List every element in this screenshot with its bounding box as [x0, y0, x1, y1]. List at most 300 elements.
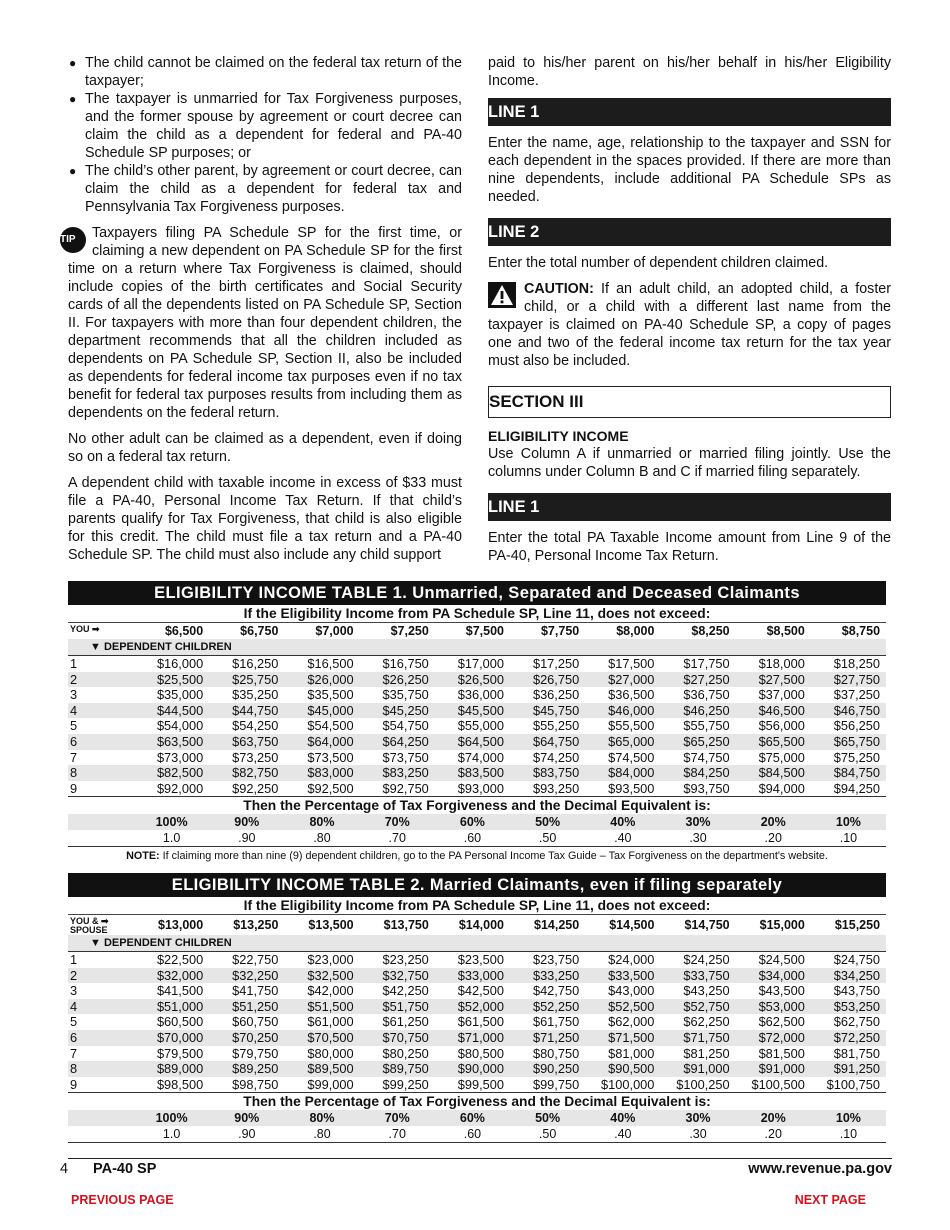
percent-cell: 30% — [685, 815, 711, 830]
decimal-cell: .30 — [689, 1127, 707, 1142]
dependent-count: 9 — [70, 780, 78, 796]
income-header-cell: $8,000 — [616, 624, 655, 638]
table-cell: $23,000 — [307, 952, 354, 967]
note-label: NOTE: — [126, 850, 160, 863]
list-item-text: The child cannot be claimed on the federal tax return of the taxpayer; — [85, 55, 462, 89]
dependent-count: 6 — [70, 733, 78, 749]
table-cell: $53,000 — [758, 998, 805, 1014]
you-spouse-label: YOU & ➡ SPOUSE — [70, 916, 109, 935]
row-cells — [134, 656, 886, 672]
decimal-cell: .40 — [614, 1127, 632, 1142]
table-cell: $24,500 — [758, 952, 805, 967]
table-cell: $36,250 — [532, 687, 580, 703]
table-cell: $25,750 — [232, 671, 279, 687]
paragraph: paid to his/her parent on his/her behalf in his/her Eligibility Income. — [488, 55, 891, 89]
table-cell: $33,750 — [683, 967, 730, 983]
table-cell: $79,500 — [156, 1045, 204, 1061]
table-cell: $34,000 — [758, 967, 805, 983]
table-cell: $45,000 — [307, 702, 354, 718]
table-cell: $83,250 — [382, 765, 429, 781]
dependent-count: 3 — [70, 983, 78, 999]
table-cell: $62,750 — [833, 1014, 881, 1030]
dependent-count: 5 — [70, 718, 78, 734]
table-cell: $37,250 — [833, 687, 881, 703]
table-cell: $91,000 — [683, 1061, 730, 1077]
table-cell: $22,500 — [156, 952, 204, 967]
table-cell: $32,500 — [307, 967, 354, 983]
dependent-children-label: ▼ DEPENDENT CHILDREN — [68, 935, 886, 951]
table-cell: $83,000 — [307, 765, 354, 781]
table-cell: $64,000 — [307, 733, 354, 749]
income-header-cell: $7,500 — [465, 624, 505, 638]
decimal-cell: .10 — [839, 831, 858, 846]
list-item — [68, 162, 462, 216]
table-cell: $84,500 — [758, 765, 805, 781]
decimal-cell: .50 — [538, 831, 557, 846]
table-cell: $99,250 — [382, 1076, 429, 1092]
table-cell: $81,500 — [758, 1045, 805, 1061]
table-cell: $92,750 — [382, 780, 429, 796]
income-header-cell: $7,000 — [315, 624, 354, 638]
you-label: YOU ➡ — [70, 624, 100, 634]
row-cells — [134, 687, 886, 703]
header-cells — [134, 915, 886, 935]
decimal-cell: .70 — [388, 1127, 406, 1142]
decimal-cell: .10 — [839, 1127, 858, 1142]
row-cells — [134, 983, 886, 999]
dependent-count: 4 — [70, 998, 78, 1014]
table-cell: $16,000 — [156, 656, 204, 671]
table-cell: $62,500 — [758, 1014, 805, 1030]
table-cell: $80,250 — [382, 1045, 429, 1061]
table-cell: $70,750 — [382, 1029, 429, 1045]
table-cell: $81,250 — [683, 1045, 730, 1061]
decimal-cell: .50 — [538, 1127, 557, 1142]
percent-cell: 10% — [835, 1111, 861, 1126]
caution-label: CAUTION: — [524, 281, 594, 297]
table-cell: $24,250 — [683, 952, 730, 967]
paragraph: A dependent child with taxable income in excess of $33 must file a PA-40, Personal Income Tax Return. If that child’s parents qualify for Tax Forgiveness, that child is also eligible for this credit. The child must file a tax return and a PA-40 Schedule SP. The child must also include any child support — [68, 475, 462, 563]
income-header-cell: $13,500 — [308, 918, 354, 932]
decimal-cell: .90 — [238, 831, 256, 846]
row-cells — [134, 718, 886, 734]
bullet-icon: ● — [69, 164, 77, 178]
table-cell: $43,250 — [683, 983, 730, 999]
table-cell: $75,000 — [758, 749, 805, 765]
table-cell: $18,250 — [833, 656, 881, 671]
table-cell: $100,250 — [676, 1076, 730, 1092]
line-1-heading: LINE 1 — [488, 98, 891, 126]
dependent-count: 8 — [70, 1061, 78, 1077]
table-cell: $23,250 — [382, 952, 429, 967]
list-item-text: The child’s other parent, by agreement or court decree, can claim the child as a dependent for federal tax and Pennsylvania Tax Forgiveness purposes. — [85, 163, 462, 215]
table-cell: $33,250 — [532, 967, 580, 983]
table-row — [68, 952, 886, 968]
table-cell: $37,000 — [758, 687, 805, 703]
row-cells — [134, 703, 886, 719]
percent-cell: 20% — [760, 815, 786, 830]
table-cell: $35,750 — [382, 687, 429, 703]
left-column — [60, 54, 462, 564]
percentage-subtitle: Then the Percentage of Tax Forgiveness and the Decimal Equivalent is: — [68, 796, 886, 814]
paragraph: Enter the total PA Taxable Income amount from Line 9 of the PA-40, Personal Income Tax Return. — [488, 530, 891, 564]
eligibility-table-1 — [68, 581, 886, 865]
row-cells — [134, 1077, 886, 1093]
table-row — [68, 687, 886, 703]
income-header-row — [68, 914, 886, 935]
dependent-count: 2 — [70, 671, 78, 687]
table-subtitle: If the Eligibility Income from PA Schedule SP, Line 11, does not exceed: — [243, 898, 711, 913]
table-cell: $89,750 — [382, 1061, 429, 1077]
row-cells — [134, 750, 886, 766]
decimal-cell: .20 — [764, 1127, 782, 1142]
list-item — [68, 54, 462, 90]
table-cell: $92,250 — [232, 780, 279, 796]
percent-cell: 60% — [459, 1111, 485, 1126]
table-cell: $65,750 — [833, 733, 881, 749]
table-cell: $42,250 — [382, 983, 429, 999]
website-link[interactable]: www.revenue.pa.gov — [748, 1161, 892, 1177]
table-row — [68, 968, 886, 984]
table-body — [68, 951, 886, 1092]
dependent-count: 6 — [70, 1029, 78, 1045]
row-spacer — [68, 1110, 134, 1126]
income-header-cell: $13,000 — [158, 918, 204, 932]
row-cells — [134, 1061, 886, 1077]
table-cell: $16,500 — [307, 656, 354, 671]
table-cell: $61,250 — [382, 1014, 429, 1030]
table-cell: $90,250 — [532, 1061, 580, 1077]
table-cell: $45,500 — [457, 702, 505, 718]
table-row — [68, 1061, 886, 1077]
table-cell: $74,000 — [457, 749, 505, 765]
table-cell: $92,000 — [156, 780, 204, 796]
table-cell: $17,750 — [683, 656, 730, 671]
right-column — [488, 54, 891, 565]
caution-icon — [488, 282, 516, 308]
decimal-cell: 1.0 — [162, 1127, 181, 1142]
bullet-icon: ● — [69, 56, 77, 70]
table-row — [68, 672, 886, 688]
eligibility-table-2 — [68, 873, 886, 1143]
percent-cell: 80% — [309, 815, 335, 830]
table-cell: $27,000 — [608, 671, 655, 687]
row-spacer — [68, 1126, 134, 1142]
table-cell: $42,500 — [457, 983, 505, 999]
percentage-row — [68, 1110, 886, 1126]
dependent-count: 7 — [70, 749, 78, 765]
table-cell: $89,500 — [307, 1061, 354, 1077]
income-header-cell: $15,250 — [834, 918, 881, 932]
table-cell: $73,250 — [232, 749, 279, 765]
table-cell: $22,750 — [232, 952, 279, 967]
table-cell: $41,750 — [232, 983, 279, 999]
list-item-text: The taxpayer is unmarried for Tax Forgiveness purposes, and the former spouse by agreement or court decree can claim the child as a dependent for federal and PA-40 Schedule SP purposes; or — [85, 91, 462, 161]
table-cell: $73,500 — [307, 749, 354, 765]
table-cell: $93,500 — [608, 780, 655, 796]
decimal-cell: .60 — [463, 831, 482, 846]
table-cell: $43,500 — [758, 983, 805, 999]
percent-cell: 100% — [155, 1111, 188, 1126]
percent-cell: 70% — [384, 815, 410, 830]
table-cell: $56,000 — [758, 718, 805, 734]
table-cell: $55,000 — [457, 718, 505, 734]
table-cell: $53,250 — [833, 998, 881, 1014]
table-cell: $46,500 — [758, 702, 805, 718]
table-cell: $54,500 — [307, 718, 354, 734]
table-cell: $63,750 — [232, 733, 279, 749]
dependent-count: 1 — [70, 952, 78, 967]
footer-rule — [68, 1158, 892, 1159]
table-cell: $99,750 — [532, 1076, 580, 1092]
caution-text: If an adult child, an adopted child, a foster child, or a child with a different last name from the taxpayer is claimed on PA-40 Schedule SP, a copy of pages one and two of the federal income tax return for the tax year must also be included. — [488, 281, 891, 369]
decimal-cell: .80 — [313, 831, 331, 846]
percent-cell: 60% — [459, 815, 485, 830]
table-cell: $70,000 — [156, 1029, 204, 1045]
table-cell: $90,500 — [608, 1061, 655, 1077]
row-cells — [134, 968, 886, 984]
income-header-cell: $8,500 — [766, 624, 805, 638]
income-header-cell: $14,750 — [684, 918, 730, 932]
note-text: If claiming more than nine (9) dependent children, go to the PA Personal Income Tax Guide – Tax Forgiveness on the department's website. — [159, 850, 828, 863]
dependent-children-label: ▼ DEPENDENT CHILDREN — [68, 639, 886, 655]
table-cell: $34,250 — [833, 967, 881, 983]
table-cell: $54,750 — [382, 718, 429, 734]
row-cells — [134, 952, 886, 968]
table-cell: $74,750 — [683, 749, 730, 765]
decimal-cell: .40 — [614, 831, 632, 846]
table-row — [68, 999, 886, 1015]
eligibility-income-heading: ELIGIBILITY INCOME — [488, 428, 629, 444]
table-cell: $36,500 — [608, 687, 655, 703]
dependent-count: 2 — [70, 967, 78, 983]
dependent-count: 4 — [70, 702, 78, 718]
bullet-icon: ● — [69, 92, 77, 106]
decimal-cell: .70 — [388, 831, 406, 846]
table-cell: $52,750 — [683, 998, 730, 1014]
table-cell: $64,250 — [382, 733, 429, 749]
decimal-row — [68, 830, 886, 847]
table-cell: $71,250 — [532, 1029, 580, 1045]
row-spacer — [68, 814, 134, 830]
table-cell: $23,500 — [457, 952, 505, 967]
table-cell: $45,750 — [532, 702, 580, 718]
table-cell: $84,750 — [833, 765, 881, 781]
table-cell: $46,250 — [683, 702, 730, 718]
dependent-count: 7 — [70, 1045, 78, 1061]
next-page-link[interactable]: NEXT PAGE — [794, 1193, 866, 1207]
line-2-heading: LINE 2 — [488, 218, 891, 246]
table-cell: $89,000 — [156, 1061, 204, 1077]
table-row — [68, 656, 886, 672]
paragraph: No other adult can be claimed as a dependent, even if doing so on a federal tax return. — [68, 431, 462, 465]
table-cell: $90,000 — [457, 1061, 505, 1077]
table-cell: $52,250 — [532, 998, 580, 1014]
table-cell: $54,000 — [156, 718, 204, 734]
table-cell: $17,000 — [457, 656, 505, 671]
table-cell: $72,250 — [833, 1029, 881, 1045]
income-header-cell: $6,500 — [164, 624, 204, 638]
percent-cell: 10% — [835, 815, 861, 830]
table-cell: $84,000 — [608, 765, 655, 781]
table-cell: $61,750 — [532, 1014, 580, 1030]
decimal-cell: 1.0 — [162, 831, 181, 846]
row-cells — [134, 734, 886, 750]
table-row — [68, 718, 886, 734]
table-cell: $71,000 — [457, 1029, 505, 1045]
table-cell: $32,250 — [232, 967, 279, 983]
row-cells — [134, 999, 886, 1015]
paragraph: Enter the total number of dependent children claimed. — [488, 255, 829, 271]
table-cell: $93,250 — [532, 780, 580, 796]
table-note — [68, 847, 886, 865]
percent-cell: 70% — [384, 1111, 410, 1126]
table-cell: $54,250 — [232, 718, 279, 734]
table-cell: $94,250 — [833, 780, 881, 796]
table-row — [68, 1046, 886, 1062]
percentage-subtitle: Then the Percentage of Tax Forgiveness and the Decimal Equivalent is: — [68, 1092, 886, 1110]
table-subtitle: If the Eligibility Income from PA Schedule SP, Line 11, does not exceed: — [243, 606, 711, 621]
table-cell: $84,250 — [683, 765, 730, 781]
table-cell: $89,250 — [232, 1061, 279, 1077]
percent-cell: 40% — [610, 815, 636, 830]
line-1b-heading: LINE 1 — [488, 493, 891, 521]
table-cell: $26,750 — [532, 671, 580, 687]
income-header-cell: $8,250 — [691, 624, 730, 638]
dependent-count: 9 — [70, 1076, 78, 1092]
table-cell: $99,500 — [457, 1076, 505, 1092]
table-title: ELIGIBILITY INCOME TABLE 1. Unmarried, Separated and Deceased Claimants — [68, 581, 886, 605]
table-cell: $80,500 — [457, 1045, 505, 1061]
table-cell: $46,000 — [608, 702, 655, 718]
tip-text: Taxpayers filing PA Schedule SP for the first time, or claiming a new dependent on PA Schedule SP for the first time on a return where Tax Forgiveness is claimed, should include copies of the birth certificates and Social Security cards of all the dependents listed on PA Schedule SP, Section II. For taxpayers with more than four dependent children, the department recommends that all the children included as dependents on PA Schedule SP, Section II, also be included as dependents for federal income tax purposes even if no tax benefit for federal tax purposes results from including them as dependents on the federal return. — [68, 225, 462, 421]
income-header-cell: $14,250 — [534, 918, 580, 932]
income-header-cell: $13,250 — [233, 918, 279, 932]
table-cell: $16,250 — [232, 656, 279, 671]
list-item — [68, 90, 462, 162]
income-header-cell: $6,750 — [240, 624, 279, 638]
row-cells — [134, 1046, 886, 1062]
table-cell: $64,500 — [457, 733, 505, 749]
row-cells — [134, 1030, 886, 1046]
income-header-row — [68, 622, 886, 639]
table-cell: $73,000 — [156, 749, 204, 765]
table-row — [68, 1030, 886, 1046]
table-cell: $23,750 — [532, 952, 580, 967]
table-cell: $51,750 — [382, 998, 429, 1014]
table-cell: $70,500 — [307, 1029, 354, 1045]
previous-page-link[interactable]: PREVIOUS PAGE — [71, 1193, 174, 1207]
table-cell: $100,500 — [751, 1076, 805, 1092]
table-cell: $44,500 — [156, 702, 204, 718]
caution-block — [488, 280, 891, 370]
decimal-cell: .90 — [238, 1127, 256, 1142]
table-cell: $27,250 — [683, 671, 730, 687]
form-name: PA-40 SP — [93, 1161, 157, 1177]
percent-cell: 90% — [234, 815, 260, 830]
table-cell: $45,250 — [382, 702, 429, 718]
table-cell: $63,500 — [156, 733, 204, 749]
table-cell: $16,750 — [382, 656, 429, 671]
table-cell: $35,500 — [307, 687, 354, 703]
table-cell: $71,750 — [683, 1029, 730, 1045]
table-cell: $74,500 — [608, 749, 655, 765]
table-cell: $82,500 — [156, 765, 204, 781]
table-cell: $80,000 — [307, 1045, 354, 1061]
paragraph: Enter the name, age, relationship to the taxpayer and SSN for each dependent in the spaces provided. If there are more than nine dependents, include additional PA Schedule SPs as needed. — [488, 135, 891, 205]
table-cell: $91,000 — [758, 1061, 805, 1077]
table-cell: $36,750 — [683, 687, 730, 703]
table-cell: $75,250 — [833, 749, 881, 765]
table-cell: $55,250 — [532, 718, 580, 734]
table-title: ELIGIBILITY INCOME TABLE 2. Married Claimants, even if filing separately — [68, 873, 886, 897]
table-cell: $91,250 — [833, 1061, 881, 1077]
table-cell: $46,750 — [833, 702, 881, 718]
income-header-cell: $15,000 — [759, 918, 805, 932]
table-cell: $52,000 — [457, 998, 505, 1014]
table-cell: $100,750 — [826, 1076, 881, 1092]
table-cell: $61,500 — [457, 1014, 505, 1030]
table-cell: $41,500 — [156, 983, 204, 999]
table-cell: $24,000 — [608, 952, 655, 967]
table-cell: $83,500 — [457, 765, 505, 781]
table-cell: $61,000 — [307, 1014, 354, 1030]
table-cell: $81,000 — [608, 1045, 655, 1061]
table-cell: $32,000 — [156, 967, 204, 983]
table-cell: $74,250 — [532, 749, 580, 765]
income-header-cell: $14,500 — [609, 918, 655, 932]
table-cell: $82,750 — [232, 765, 279, 781]
table-cell: $33,500 — [608, 967, 655, 983]
table-row — [68, 750, 886, 766]
row-cells — [134, 672, 886, 688]
table-cell: $33,000 — [457, 967, 505, 983]
table-cell: $43,750 — [833, 983, 881, 999]
table-cell: $83,750 — [532, 765, 580, 781]
table-body — [68, 655, 886, 796]
percent-cell: 40% — [610, 1111, 636, 1126]
table-row — [68, 781, 886, 797]
table-cell: $72,000 — [758, 1029, 805, 1045]
percent-cell: 20% — [760, 1111, 786, 1126]
table-cell: $73,750 — [382, 749, 429, 765]
table-cell: $60,500 — [156, 1014, 204, 1030]
table-cell: $24,750 — [833, 952, 881, 967]
section-iii-heading: SECTION III — [488, 386, 891, 418]
table-row — [68, 765, 886, 781]
table-cell: $51,500 — [307, 998, 354, 1014]
tip-icon: TIP — [60, 227, 86, 253]
income-header-cell: $8,750 — [841, 624, 881, 638]
table-cell: $44,750 — [232, 702, 279, 718]
table-cell: $32,750 — [382, 967, 429, 983]
table-cell: $17,500 — [608, 656, 655, 671]
decimal-row — [68, 1126, 886, 1143]
percent-cell: 100% — [155, 815, 188, 830]
table-cell: $71,500 — [608, 1029, 655, 1045]
table-cell: $62,000 — [608, 1014, 655, 1030]
table-cell: $98,750 — [232, 1076, 279, 1092]
table-row — [68, 703, 886, 719]
tip-block — [60, 224, 462, 422]
table-cell: $51,250 — [232, 998, 279, 1014]
table-cell: $93,000 — [457, 780, 505, 796]
table-cell: $80,750 — [532, 1045, 580, 1061]
decimal-cell: .80 — [313, 1127, 331, 1142]
income-header-cell: $7,750 — [540, 624, 580, 638]
table-cell: $42,750 — [532, 983, 580, 999]
table-cell: $27,500 — [758, 671, 805, 687]
